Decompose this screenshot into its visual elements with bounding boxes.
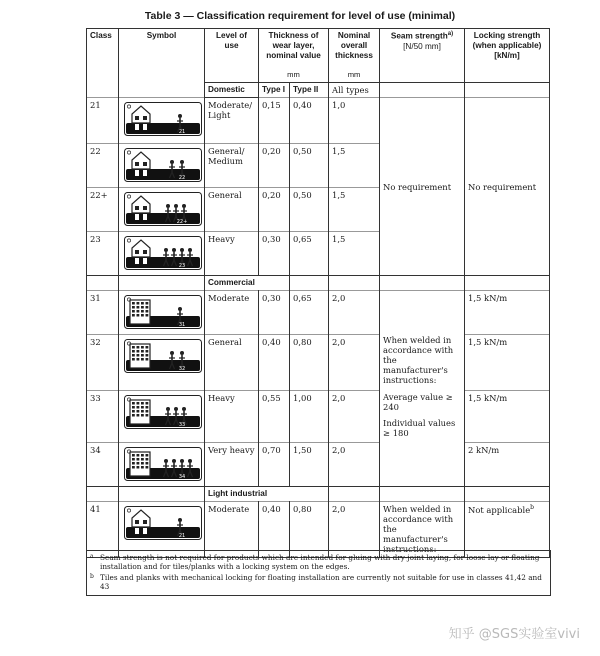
level-cell: Heavy [205,232,259,276]
table-row [87,391,550,443]
footnote-b: b Tiles and planks with mechanical locking for floating installation are currently not suitable for use in classes 41,42 and 43 [90,573,542,592]
header-locking: Locking strength (when applicable) [kN/m] [465,29,550,83]
class-cell: 34 [87,443,119,487]
nominal-cell: 2,0 [329,391,380,443]
footnotes [86,550,551,596]
type2-cell: 0,65 [290,232,329,276]
type1-cell: 0,15 [259,98,290,144]
type1-cell: 0,30 [259,232,290,276]
type1-cell: 0,40 [259,501,290,557]
table-title: Table 3 — Classification requirement for level of use (minimal) [144,10,456,22]
class-symbol-icon [124,102,202,136]
symbol-31 [119,291,205,335]
symbol-32 [119,335,205,391]
nominal-cell: 1,5 [329,144,380,188]
lock-cell: Not applicable$^b$ [465,501,550,557]
svg-text:22: 22 [178,175,186,182]
header-seam: Seam strength$^{a)}$ [N/50 mm] [380,29,465,83]
lock-cell: 2 kN/m [465,443,550,487]
watermark: 知乎 @SGS实验室vivi [448,627,580,642]
svg-text:32: 32 [178,366,186,373]
seam-commercial: When welded in accordance with the manufacturer's instructions: Average value ≥ 240 Individual values ≥ 180 [380,291,465,487]
nominal-cell: 2,0 [329,501,380,557]
section-domestic: Domestic [205,83,259,98]
lock-cell: 1,5 kN/m [465,335,550,391]
class-cell: 41 [87,501,119,557]
section-light-industrial: Light industrial [205,487,329,502]
level-cell: General [205,188,259,232]
class-cell: 22 [87,144,119,188]
table-row [87,335,550,391]
symbol-23 [119,232,205,276]
class-symbol-icon [124,506,202,540]
header-symbol: Symbol [119,29,205,83]
class-symbol-icon [124,295,202,329]
type2-cell: 0,40 [290,98,329,144]
class-symbol-icon [124,447,202,481]
class-symbol-icon [124,192,202,226]
type1-cell: 0,55 [259,391,290,443]
table-row [87,443,550,487]
type2-cell: 0,50 [290,188,329,232]
svg-text:31: 31 [178,322,186,329]
class-symbol-icon [124,236,202,270]
lock-cell: 1,5 kN/m [465,391,550,443]
svg-text:33: 33 [178,422,186,429]
symbol-22 [119,144,205,188]
nominal-cell: 2,0 [329,443,380,487]
type2-cell: 1,50 [290,443,329,487]
type2-cell: 0,65 [290,291,329,335]
svg-text:21: 21 [178,532,186,539]
class-cell: 21 [87,98,119,144]
type1-cell: 0,20 [259,144,290,188]
svg-text:34: 34 [178,474,186,481]
table-row [87,291,550,335]
class-symbol-icon [124,339,202,373]
level-cell: Heavy [205,391,259,443]
nominal-cell: 2,0 [329,335,380,391]
symbol-33 [119,391,205,443]
header-level: Level of use [205,29,259,83]
header-type2: Type II [290,83,329,98]
nominal-cell: 1,5 [329,188,380,232]
symbol-21 [119,98,205,144]
class-cell: 33 [87,391,119,443]
nominal-cell: 2,0 [329,291,380,335]
header-type1: Type I [259,83,290,98]
class-cell: 22+ [87,188,119,232]
lock-domestic: No requirement [465,98,550,276]
type2-cell: 1,00 [290,391,329,443]
nominal-cell: 1,0 [329,98,380,144]
type1-cell: 0,40 [259,335,290,391]
level-cell: General/ Medium [205,144,259,188]
header-all-types: All types [329,83,380,98]
lock-cell: 1,5 kN/m [465,291,550,335]
type1-cell: 0,70 [259,443,290,487]
table-row [87,98,550,144]
seam-industrial: When welded in accordance with the manufacturer's instructions: [380,501,465,557]
class-cell: 32 [87,335,119,391]
header-class: Class [87,29,119,83]
section-commercial: Commercial [205,276,290,291]
nominal-cell: 1,5 [329,232,380,276]
type1-cell: 0,20 [259,188,290,232]
level-cell: Moderate [205,291,259,335]
type2-cell: 0,80 [290,335,329,391]
level-cell: Moderate [205,501,259,557]
symbol-34 [119,443,205,487]
level-cell: Very heavy [205,443,259,487]
level-cell: Moderate/ Light [205,98,259,144]
class-symbol-icon [124,148,202,182]
class-symbol-icon [124,395,202,429]
class-cell: 23 [87,232,119,276]
level-cell: General [205,335,259,391]
type2-cell: 0,80 [290,501,329,557]
header-thickness: Thickness of wear layer, nominal value mm [259,29,329,83]
classification-table [86,28,550,558]
class-cell: 31 [87,291,119,335]
svg-text:21: 21 [178,129,186,136]
type2-cell: 0,50 [290,144,329,188]
seam-domestic: No requirement [380,98,465,276]
svg-text:23: 23 [178,263,186,270]
type1-cell: 0,30 [259,291,290,335]
svg-text:22+: 22+ [176,219,188,226]
symbol-22plus [119,188,205,232]
footnote-a: a Seam strength is not required for products which are intended for gluing with dry-joint laying, for loose lay or floating installation and for tiles/planks with a locking system on the edges. [90,553,540,572]
header-nominal: Nominal overall thickness mm [329,29,380,83]
